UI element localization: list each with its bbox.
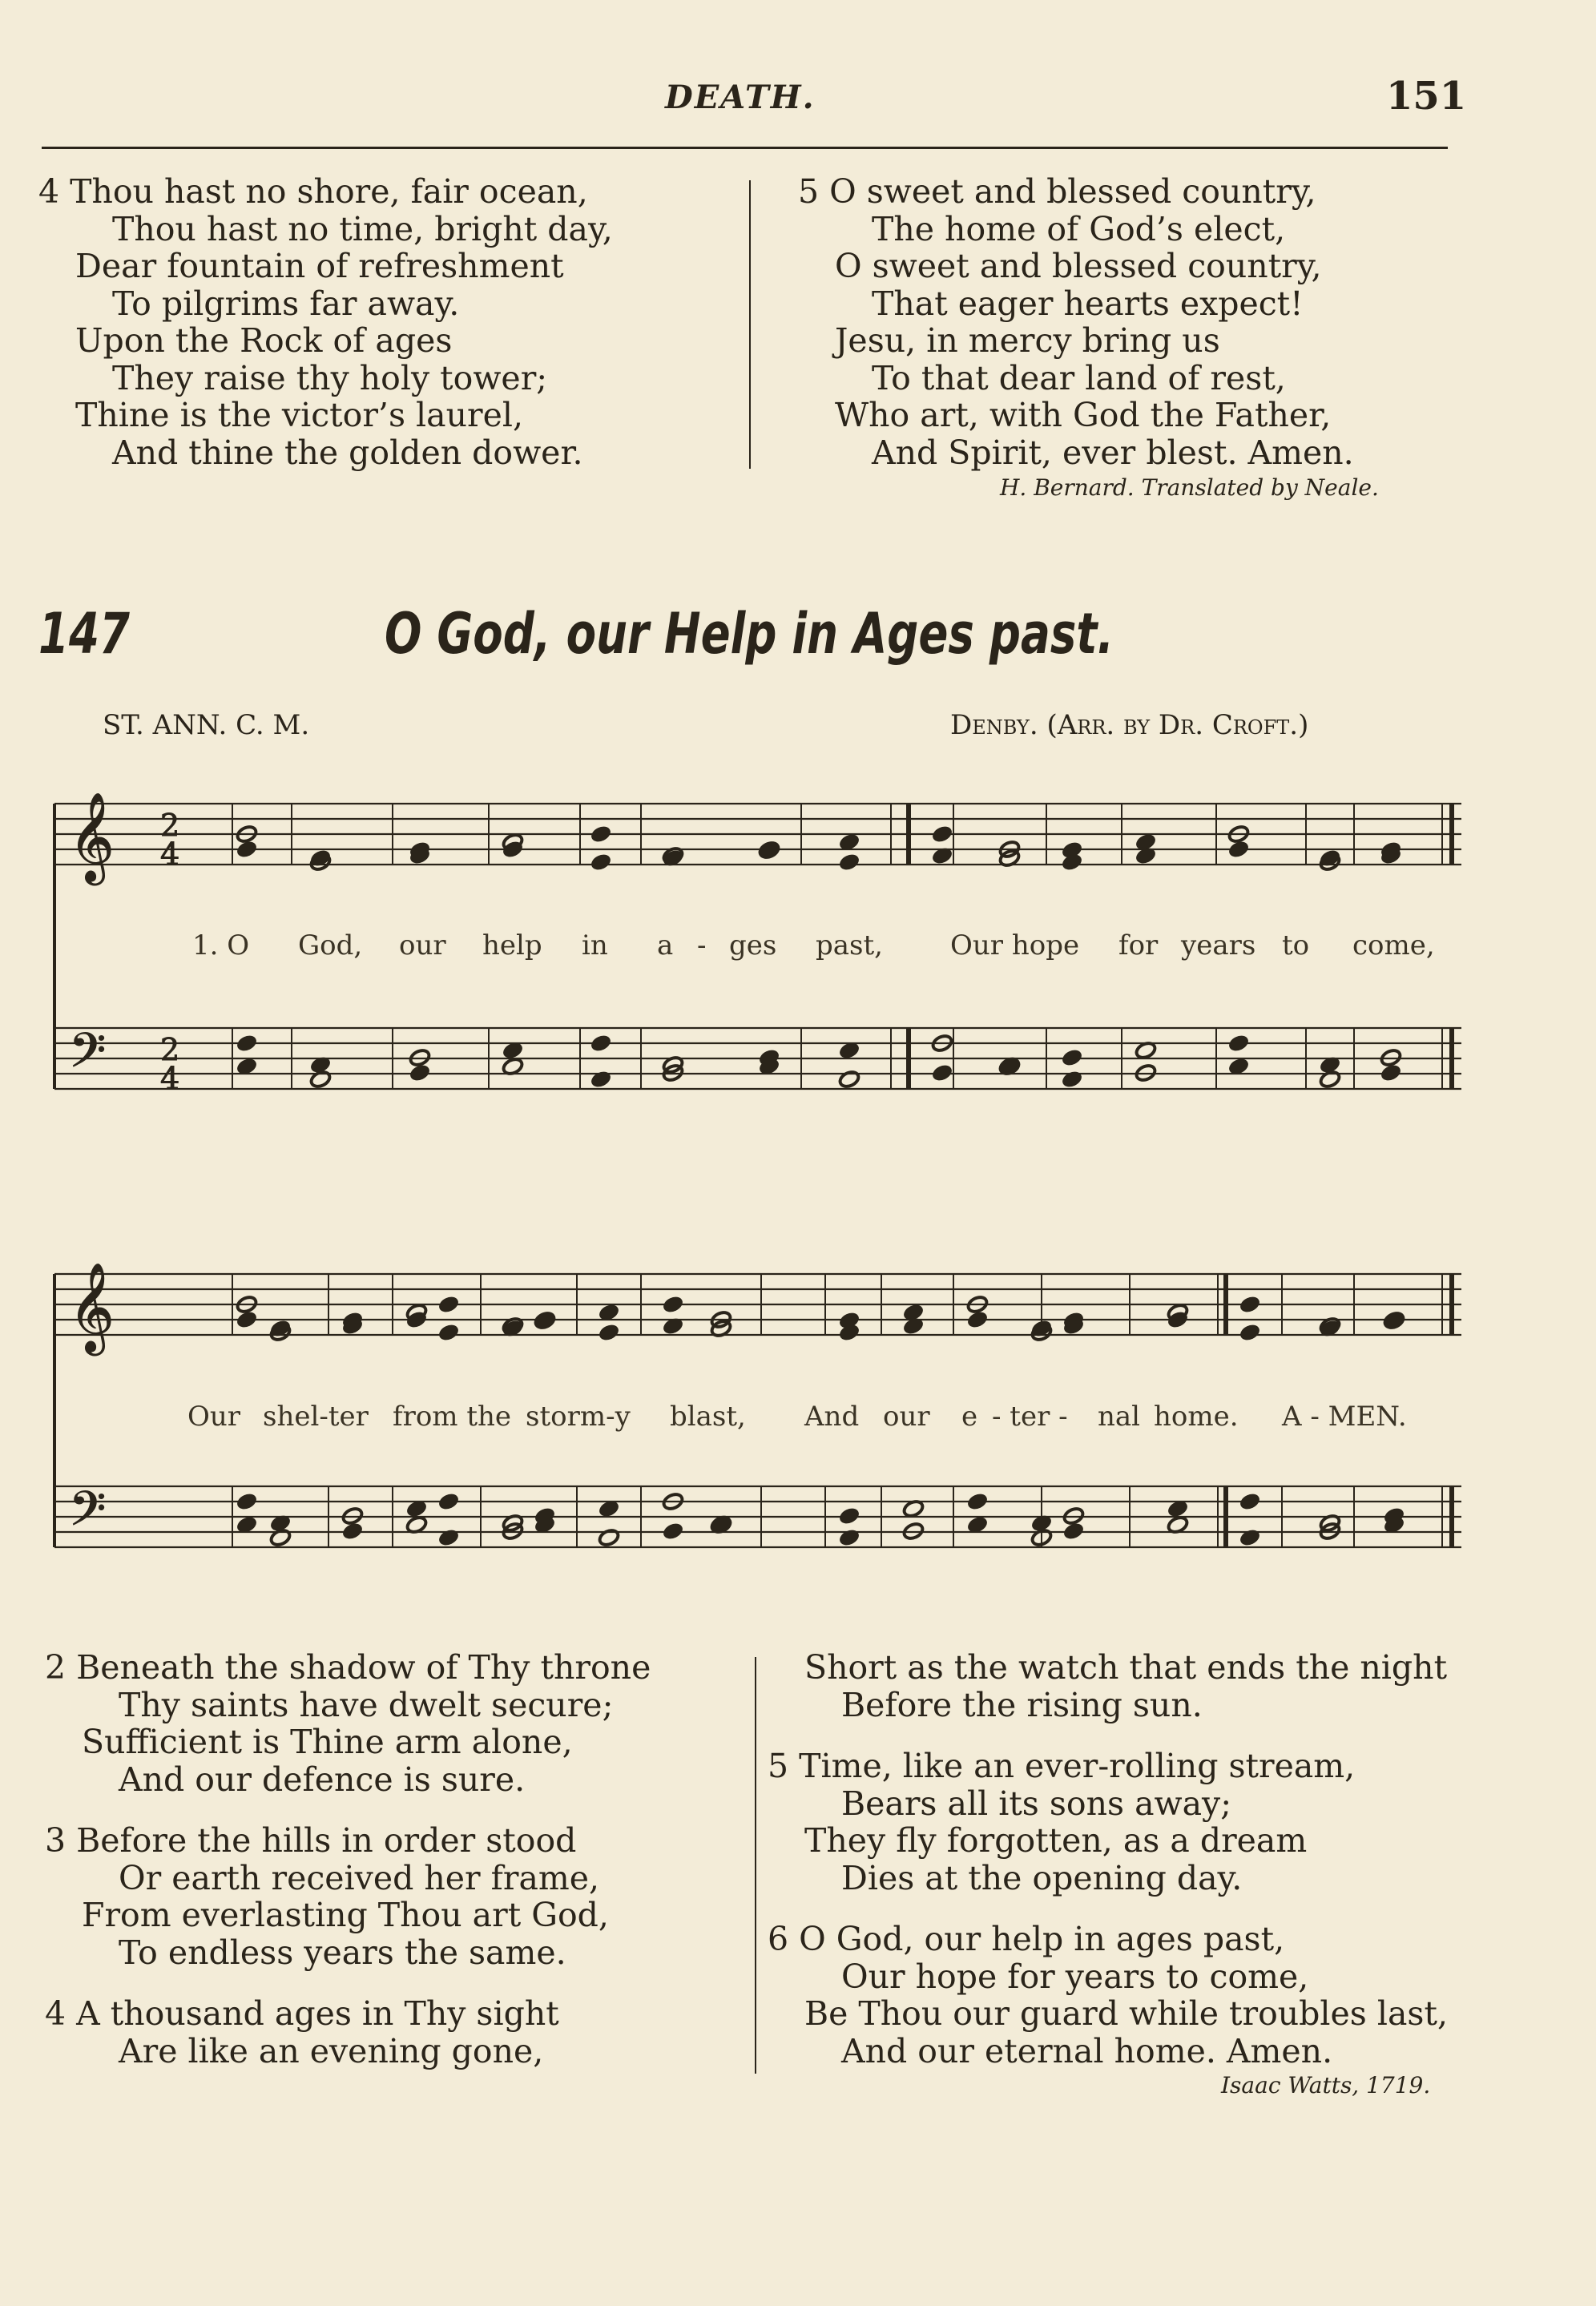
music-glyph: 4 — [160, 837, 180, 872]
note-head — [236, 1310, 259, 1330]
note-head — [590, 1034, 613, 1054]
note-head — [838, 1506, 861, 1526]
verse-line: Dear fountain of refreshment — [75, 247, 564, 285]
verse-line: 5 O sweet and blessed country, — [798, 172, 1316, 211]
note-head — [662, 1295, 685, 1315]
lyric-syllable: Our — [187, 1401, 241, 1433]
lyric-syllable: - ter - — [992, 1401, 1068, 1433]
music-glyph: 𝄢 — [69, 1022, 107, 1090]
verse-line: To that dear land of rest, — [872, 358, 1286, 397]
verse-line: They fly forgotten, as a dream — [804, 1821, 1308, 1860]
lyric-syllable: ges — [729, 929, 777, 962]
note-head — [1239, 1323, 1262, 1343]
note-head — [341, 1522, 365, 1542]
verse-line: Thou hast no time, bright day, — [112, 209, 613, 248]
note-head — [931, 1063, 954, 1083]
lyric-syllable: A - MEN. — [1282, 1401, 1407, 1433]
music-glyph: 𝄢 — [69, 1481, 107, 1548]
verse-line: They raise thy holy tower; — [112, 358, 548, 397]
note-head — [838, 1070, 861, 1090]
lyric-syllable: storm-y — [526, 1401, 631, 1433]
lyric-syllable: our — [399, 929, 446, 962]
verse-line: And our eternal home. Amen. — [841, 2031, 1333, 2070]
prev-hymn-credit: H. Bernard. Translated by Neale. — [1000, 474, 1379, 501]
music-glyph: 𝄞 — [69, 792, 115, 881]
note-head — [966, 1492, 989, 1512]
verse-line: Be Thou our guard while troubles last, — [804, 1994, 1448, 2033]
note-head — [409, 1063, 432, 1083]
verse-line: 4 Thou hast no shore, fair ocean, — [38, 172, 588, 211]
tune-name: ST. ANN. C. M. — [103, 709, 310, 741]
lyric-syllable: years — [1181, 929, 1256, 962]
note-head — [1239, 1295, 1262, 1315]
hymn-title: O God, our Help in Ages past. — [385, 601, 1114, 667]
note-head — [590, 824, 613, 845]
verse-line: Thy saints have dwelt secure; — [119, 1685, 614, 1724]
note-head — [662, 1522, 685, 1542]
lyric-syllable: - — [697, 929, 707, 962]
music-glyph: 2 — [160, 808, 180, 843]
composer-credit: Denby. (Arr. by Dr. Croft.) — [950, 709, 1309, 741]
music-glyph: 4 — [160, 1061, 180, 1096]
lyric-syllable: shel-ter — [263, 1401, 369, 1433]
verse-line: 2 Beneath the shadow of Thy throne — [45, 1648, 651, 1687]
verse-line: That eager hearts expect! — [872, 284, 1304, 323]
note-head — [236, 1492, 259, 1512]
note-head — [437, 1528, 461, 1548]
note-head — [1062, 1522, 1086, 1542]
lyric-syllable: help — [482, 929, 542, 962]
lyric-syllable: blast, — [670, 1401, 746, 1433]
note-head — [1061, 1048, 1084, 1068]
verse-line: Dies at the opening day. — [841, 1858, 1243, 1897]
hymn-verses-right — [768, 1649, 1448, 2070]
verse-line: 3 Before the hills in order stood — [45, 1821, 577, 1860]
verse-line: From everlasting Thou art God, — [82, 1896, 609, 1934]
lyric-syllable: God, — [298, 929, 363, 962]
lyric-syllable: for — [1118, 929, 1159, 962]
lyric-syllable: in — [582, 929, 608, 962]
verse-line: Thine is the victor’s laurel, — [75, 396, 524, 434]
note-head — [598, 1528, 621, 1548]
note-head — [590, 1070, 613, 1090]
verse-line: The home of God’s elect, — [872, 209, 1286, 248]
column-divider — [755, 1657, 756, 2074]
note-head — [590, 853, 613, 873]
hymn-credit: Isaac Watts, 1719. — [1221, 2072, 1431, 2098]
verse-line: Our hope for years to come, — [841, 1957, 1309, 1996]
note-head — [309, 1070, 332, 1090]
verse-line: Sufficient is Thine arm alone, — [82, 1723, 573, 1761]
lyric-syllable: Our hope — [950, 929, 1080, 962]
music-glyph: 2 — [160, 1032, 180, 1067]
note-head — [966, 1310, 989, 1330]
section-title: DEATH. — [665, 79, 816, 116]
verse-line: Upon the Rock of ages — [75, 321, 453, 360]
verse-line: Before the rising sun. — [841, 1685, 1203, 1724]
verse-line: To pilgrims far away. — [112, 284, 460, 323]
lyric-syllable: to — [1282, 929, 1310, 962]
lyric-syllable: And — [804, 1401, 860, 1433]
verse-line: And thine the golden dower. — [112, 433, 583, 472]
lyric-syllable: home. — [1154, 1401, 1239, 1433]
note-head — [598, 1323, 621, 1343]
note-head — [838, 1528, 861, 1548]
hymn-number: 147 — [38, 601, 130, 667]
lyric-syllable: from the — [393, 1401, 512, 1433]
note-head — [1227, 840, 1251, 860]
verse-line: And Spirit, ever blest. Amen. — [872, 433, 1354, 472]
verse-line: Bears all its sons away; — [841, 1784, 1232, 1823]
verse-line: And our defence is sure. — [119, 1760, 526, 1799]
music-glyph: 𝄞 — [69, 1262, 115, 1352]
verse-line: Short as the watch that ends the night — [804, 1648, 1448, 1687]
verse-line: Are like an evening gone, — [119, 2031, 544, 2070]
lyric-syllable: come, — [1352, 929, 1435, 962]
note-head — [236, 1034, 259, 1054]
hymn-verses-left — [45, 1649, 651, 2070]
lyric-syllable: nal — [1098, 1401, 1141, 1433]
note-head — [838, 853, 861, 873]
note-head — [1061, 1070, 1084, 1090]
page-number: 151 — [1386, 74, 1467, 119]
verse-line: 6 O God, our help in ages past, — [768, 1920, 1285, 1958]
note-head — [1319, 1070, 1342, 1090]
note-head — [931, 824, 954, 845]
verse-line: O sweet and blessed country, — [835, 247, 1322, 285]
note-head — [269, 1528, 292, 1548]
note-head — [1380, 1063, 1403, 1083]
note-head — [437, 1323, 461, 1343]
note-head — [1239, 1492, 1262, 1512]
note-head — [437, 1295, 461, 1315]
verse-line: 5 Time, like an ever-rolling stream, — [768, 1747, 1356, 1785]
lyric-syllable: a — [657, 929, 674, 962]
note-head — [236, 840, 259, 860]
note-head — [437, 1492, 461, 1512]
lyric-syllable: past, — [816, 929, 883, 962]
verse-line: 4 A thousand ages in Thy sight — [45, 1994, 559, 2033]
verse-line: Who art, with God the Father, — [835, 396, 1332, 434]
lyric-syllable: e — [961, 1401, 978, 1433]
verse-line: Or earth received her frame, — [119, 1858, 600, 1897]
verse-line: Jesu, in mercy bring us — [835, 321, 1220, 360]
lyric-syllable: our — [883, 1401, 930, 1433]
lyric-syllable: 1. O — [192, 929, 250, 962]
note-head — [1227, 1034, 1251, 1054]
verse-line: To endless years the same. — [119, 1933, 566, 1972]
note-head — [1239, 1528, 1262, 1548]
